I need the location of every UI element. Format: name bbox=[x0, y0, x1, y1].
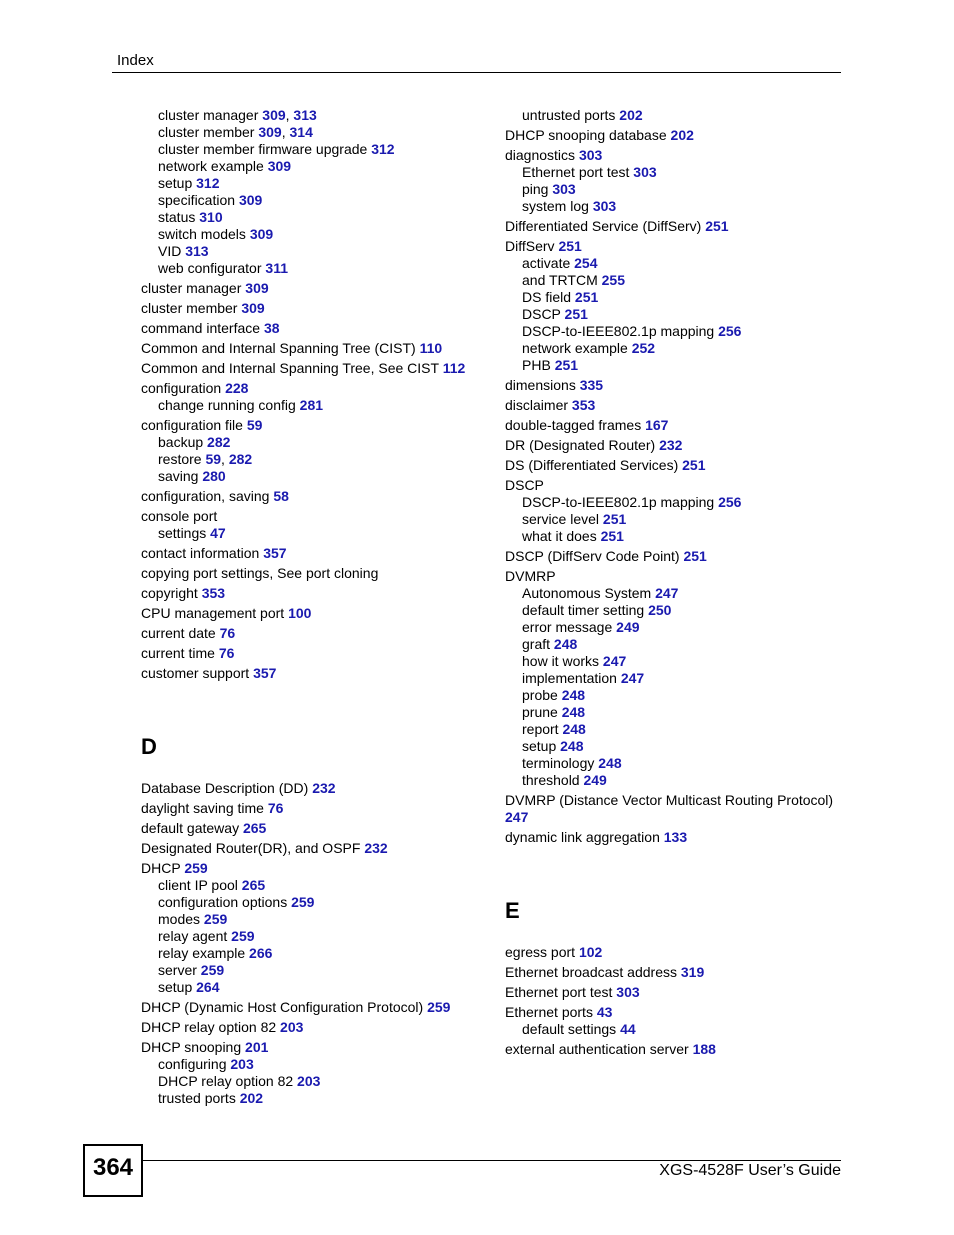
page-reference-link[interactable]: 110 bbox=[419, 340, 443, 356]
index-term: configuration bbox=[141, 380, 222, 396]
index-entry bbox=[505, 127, 845, 144]
index-subentry bbox=[141, 1056, 491, 1073]
page-reference-link[interactable]: 259 bbox=[231, 928, 255, 944]
index-subentry bbox=[141, 1073, 491, 1090]
index-term: dimensions bbox=[505, 377, 576, 393]
page-reference-link[interactable]: 248 bbox=[561, 687, 586, 703]
index-term: setup bbox=[158, 979, 193, 995]
index-entry bbox=[141, 340, 491, 357]
page-reference-link[interactable]: 319 bbox=[680, 964, 705, 980]
index-entry bbox=[141, 605, 491, 622]
index-column-right bbox=[505, 107, 845, 1058]
index-entry bbox=[141, 999, 491, 1016]
index-column-left bbox=[141, 107, 491, 1107]
index-subentry bbox=[505, 670, 845, 687]
index-subentry bbox=[505, 107, 845, 124]
index-subentry bbox=[505, 494, 845, 511]
page-reference-link[interactable]: 251 bbox=[554, 357, 579, 373]
index-term: activate bbox=[522, 255, 571, 271]
index-term: how it works bbox=[522, 653, 600, 669]
page-reference-link[interactable]: 309 bbox=[267, 158, 292, 174]
page-reference-link[interactable]: 251 bbox=[683, 548, 707, 564]
index-subentry bbox=[505, 738, 845, 755]
page-reference-link[interactable]: 353 bbox=[571, 397, 596, 413]
index-subentry: cluster manager 309, 313 bbox=[158, 107, 317, 123]
page-reference-link[interactable]: 312 bbox=[196, 175, 220, 191]
index-term: settings bbox=[158, 525, 207, 541]
index-entry bbox=[141, 565, 491, 582]
index-term: DSCP (DiffServ Code Point) bbox=[505, 548, 680, 564]
page-reference-link[interactable]: 203 bbox=[280, 1019, 304, 1035]
index-term: DSCP-to-IEEE802.1p mapping bbox=[522, 494, 715, 510]
page-reference-link[interactable]: 202 bbox=[670, 127, 694, 143]
index-term: Ethernet port test bbox=[522, 164, 630, 180]
index-subentry bbox=[505, 340, 845, 357]
page-reference-link[interactable]: 266 bbox=[249, 945, 273, 961]
index-term: report bbox=[522, 721, 559, 737]
page-reference-link[interactable]: 247 bbox=[602, 653, 627, 669]
index-entry bbox=[141, 488, 491, 505]
index-term: what it does bbox=[522, 528, 597, 544]
running-header-title: Index bbox=[117, 52, 154, 69]
index-term: Ethernet broadcast address bbox=[505, 964, 677, 980]
page-reference-link[interactable]: 58 bbox=[273, 488, 289, 504]
index-term: setup bbox=[522, 738, 557, 754]
index-entry bbox=[141, 665, 491, 682]
page-reference-link[interactable]: 335 bbox=[579, 377, 604, 393]
index-term: Ethernet port test bbox=[505, 984, 613, 1000]
index-term: current date bbox=[141, 625, 216, 641]
index-subentry bbox=[141, 962, 491, 979]
index-subentry bbox=[141, 468, 491, 485]
index-entry bbox=[141, 508, 491, 525]
page-reference-link[interactable]: 251 bbox=[574, 289, 599, 305]
index-term: configuring bbox=[158, 1056, 227, 1072]
index-subentry bbox=[141, 1090, 491, 1107]
index-term: DS field bbox=[522, 289, 572, 305]
header-rule bbox=[112, 72, 841, 73]
index-subentry bbox=[141, 979, 491, 996]
index-letter-heading: D bbox=[141, 734, 157, 759]
page-reference-link[interactable]: 232 bbox=[312, 780, 336, 796]
index-term: and TRTCM bbox=[522, 272, 598, 288]
index-term: network example bbox=[522, 340, 628, 356]
index-subentry bbox=[505, 653, 845, 670]
index-subentry bbox=[141, 209, 491, 226]
page-reference-link[interactable]: 282 bbox=[228, 451, 253, 467]
index-term: Common and Internal Spanning Tree, See CIST bbox=[141, 360, 439, 376]
page-reference-link[interactable]: 102 bbox=[578, 944, 603, 960]
page-reference-link[interactable]: 254 bbox=[574, 255, 598, 271]
index-term: DHCP (Dynamic Host Configuration Protocol) bbox=[141, 999, 424, 1015]
index-term: error message bbox=[522, 619, 613, 635]
index-term: web configurator bbox=[158, 260, 262, 276]
index-entry bbox=[505, 984, 845, 1001]
page-reference-link[interactable]: 76 bbox=[219, 625, 236, 641]
index-entry bbox=[141, 645, 491, 662]
index-term: egress port bbox=[505, 944, 576, 960]
page-reference-link[interactable]: 255 bbox=[601, 272, 625, 288]
index-entry bbox=[505, 792, 845, 826]
index-term: DSCP bbox=[505, 477, 544, 493]
index-subentry bbox=[141, 141, 491, 158]
index-term: customer support bbox=[141, 665, 250, 681]
index-subentry bbox=[505, 585, 845, 602]
page-reference-link[interactable]: 312 bbox=[371, 141, 395, 157]
index-term: daylight saving time bbox=[141, 800, 264, 816]
index-term: DSCP-to-IEEE802.1p mapping bbox=[522, 323, 715, 339]
index-entry bbox=[505, 944, 845, 961]
index-term: server bbox=[158, 962, 197, 978]
index-subentry bbox=[505, 511, 845, 528]
page-reference-link[interactable]: 256 bbox=[718, 323, 742, 339]
index-term: network example bbox=[158, 158, 264, 174]
page-reference-link[interactable]: 353 bbox=[201, 585, 226, 601]
page-reference-link[interactable]: 228 bbox=[225, 380, 249, 396]
guide-title: XGS-4528F User’s Guide bbox=[659, 1162, 841, 1179]
index-subentry bbox=[141, 911, 491, 928]
index-entry bbox=[505, 964, 845, 981]
page-reference-link[interactable]: 309 bbox=[238, 192, 263, 208]
index-entry bbox=[141, 860, 491, 877]
index-term: configuration, saving bbox=[141, 488, 270, 504]
page-reference-link[interactable]: 59 bbox=[246, 417, 263, 433]
page-reference-link[interactable]: 259 bbox=[291, 894, 315, 910]
index-term: relay agent bbox=[158, 928, 228, 944]
index-term: modes bbox=[158, 911, 201, 927]
page-reference-link[interactable]: 43 bbox=[596, 1004, 613, 1020]
page-reference-link[interactable]: 282 bbox=[207, 434, 231, 450]
page-reference-link[interactable]: 314 bbox=[289, 124, 313, 140]
index-subentry bbox=[505, 755, 845, 772]
index-subentry bbox=[505, 619, 845, 636]
index-subentry bbox=[141, 158, 491, 175]
page-reference-link[interactable]: 202 bbox=[619, 107, 643, 123]
index-entry bbox=[141, 380, 491, 397]
page-reference-link[interactable]: 188 bbox=[692, 1041, 716, 1057]
index-term: switch models bbox=[158, 226, 246, 242]
index-term: DHCP snooping database bbox=[505, 127, 667, 143]
index-term: default timer setting bbox=[522, 602, 645, 618]
index-entry bbox=[505, 1041, 845, 1058]
page-reference-link[interactable]: 252 bbox=[631, 340, 656, 356]
page-reference-link[interactable]: 247 bbox=[505, 809, 529, 825]
index-subentry: cluster member 309, 314 bbox=[158, 124, 313, 140]
page-reference-link[interactable]: 309 bbox=[241, 300, 265, 316]
index-entry bbox=[505, 218, 845, 235]
index-subentry bbox=[505, 772, 845, 789]
index-entry bbox=[141, 417, 491, 434]
page-reference-link[interactable]: 248 bbox=[560, 738, 584, 754]
index-entry bbox=[505, 397, 845, 414]
index-term: threshold bbox=[522, 772, 580, 788]
index-subentry bbox=[505, 272, 845, 289]
page-reference-link[interactable]: 256 bbox=[718, 494, 742, 510]
index-term: command interface bbox=[141, 320, 261, 336]
index-term: implementation bbox=[522, 670, 617, 686]
index-term: cluster member firmware upgrade bbox=[158, 141, 368, 157]
page-number-box bbox=[83, 1144, 143, 1197]
index-term: double-tagged frames bbox=[505, 417, 642, 433]
index-subentry bbox=[141, 434, 491, 451]
page-reference-link[interactable]: 251 bbox=[564, 306, 588, 322]
index-subentry bbox=[505, 255, 845, 272]
index-subentry bbox=[141, 192, 491, 209]
page-reference-link[interactable]: 311 bbox=[265, 260, 288, 276]
index-term: cluster member bbox=[141, 300, 238, 316]
index-term: diagnostics bbox=[505, 147, 576, 163]
index-term: trusted ports bbox=[158, 1090, 236, 1106]
index-entry bbox=[505, 147, 845, 164]
page-reference-link[interactable]: 259 bbox=[203, 911, 228, 927]
page-reference-link[interactable]: 248 bbox=[553, 636, 578, 652]
index-entry bbox=[141, 840, 491, 857]
index-term: Differentiated Service (DiffServ) bbox=[505, 218, 702, 234]
index-term: ping bbox=[522, 181, 549, 197]
index-subentry bbox=[141, 877, 491, 894]
index-subentry bbox=[505, 1021, 845, 1038]
page-reference-link[interactable]: 310 bbox=[199, 209, 223, 225]
index-subentry bbox=[505, 687, 845, 704]
index-subentry bbox=[505, 323, 845, 340]
page-reference-link[interactable]: 313 bbox=[293, 107, 317, 123]
index-subentry bbox=[141, 525, 491, 542]
index-entry bbox=[141, 300, 491, 317]
index-term: saving bbox=[158, 468, 199, 484]
page-reference-link[interactable]: 265 bbox=[242, 820, 267, 836]
index-term: dynamic link aggregation bbox=[505, 829, 660, 845]
index-subentry bbox=[505, 306, 845, 323]
index-term: backup bbox=[158, 434, 204, 450]
index-term: DSCP bbox=[522, 306, 561, 322]
page-reference-link[interactable]: 309 bbox=[249, 226, 274, 242]
index-term: Designated Router(DR), and OSPF bbox=[141, 840, 361, 856]
index-term: PHB bbox=[522, 357, 551, 373]
index-term: restore bbox=[158, 451, 202, 467]
page-reference-link[interactable]: 112 bbox=[442, 360, 466, 376]
page-reference-link[interactable]: 133 bbox=[663, 829, 688, 845]
index-term: client IP pool bbox=[158, 877, 238, 893]
page-reference-link[interactable]: 303 bbox=[592, 198, 617, 214]
index-term: prune bbox=[522, 704, 558, 720]
page-reference-link[interactable]: 38 bbox=[263, 320, 280, 336]
page-reference-link[interactable]: 202 bbox=[239, 1090, 264, 1106]
index-entry bbox=[141, 280, 491, 297]
index-subentry: restore 59, 282 bbox=[158, 451, 253, 467]
index-subentry bbox=[505, 636, 845, 653]
page-reference-link[interactable]: 248 bbox=[598, 755, 622, 771]
index-subentry bbox=[141, 928, 491, 945]
index-term: untrusted ports bbox=[522, 107, 616, 123]
index-term: system log bbox=[522, 198, 589, 214]
page-reference-link[interactable]: 249 bbox=[583, 772, 607, 788]
page-reference-link[interactable]: 249 bbox=[616, 619, 640, 635]
index-term: Database Description (DD) bbox=[141, 780, 309, 796]
index-term: default settings bbox=[522, 1021, 617, 1037]
page-reference-link[interactable]: 100 bbox=[288, 605, 312, 621]
index-term: Ethernet ports bbox=[505, 1004, 593, 1020]
index-term: status bbox=[158, 209, 196, 225]
index-subentry bbox=[505, 164, 845, 181]
index-term: external authentication server bbox=[505, 1041, 689, 1057]
page-reference-link[interactable]: 248 bbox=[562, 721, 586, 737]
index-term: DHCP bbox=[141, 860, 181, 876]
index-subentry bbox=[505, 357, 845, 374]
index-term: DHCP snooping bbox=[141, 1039, 242, 1055]
index-subentry bbox=[141, 894, 491, 911]
index-subentry bbox=[505, 704, 845, 721]
page-reference-link[interactable]: 303 bbox=[633, 164, 657, 180]
index-term: CPU management port bbox=[141, 605, 285, 621]
index-subentry bbox=[505, 181, 845, 198]
page-reference-link[interactable]: 265 bbox=[241, 877, 266, 893]
index-term: current time bbox=[141, 645, 215, 661]
index-term: disclaimer bbox=[505, 397, 569, 413]
index-subentry bbox=[505, 198, 845, 215]
index-term: DHCP relay option 82 bbox=[141, 1019, 277, 1035]
page-reference-link[interactable]: 47 bbox=[210, 525, 226, 541]
index-subentry bbox=[141, 260, 491, 277]
page-reference-link[interactable]: 232 bbox=[659, 437, 683, 453]
index-term: cluster manager bbox=[158, 107, 259, 123]
page-reference-link[interactable]: 251 bbox=[600, 528, 624, 544]
page-number: 364 bbox=[92, 1154, 134, 1181]
index-term: service level bbox=[522, 511, 600, 527]
page-reference-link[interactable]: 248 bbox=[561, 704, 586, 720]
index-term: terminology bbox=[522, 755, 595, 771]
index-term: copying port settings, See port cloning bbox=[141, 565, 379, 581]
footer-rule bbox=[141, 1160, 841, 1161]
page-reference-link[interactable]: 259 bbox=[184, 860, 208, 876]
index-entry bbox=[505, 377, 845, 394]
index-subentry bbox=[141, 243, 491, 260]
index-term: contact information bbox=[141, 545, 260, 561]
index-entry bbox=[141, 545, 491, 562]
page-reference-link[interactable]: 203 bbox=[297, 1073, 321, 1089]
index-entry bbox=[141, 625, 491, 642]
page-reference-link[interactable]: 203 bbox=[230, 1056, 254, 1072]
index-term: VID bbox=[158, 243, 182, 259]
page-reference-link[interactable]: 303 bbox=[616, 984, 640, 1000]
page-reference-link[interactable]: 280 bbox=[202, 468, 226, 484]
index-subentry bbox=[141, 226, 491, 243]
index-entry bbox=[505, 437, 845, 454]
index-subentry bbox=[141, 397, 491, 414]
index-entry bbox=[505, 457, 845, 474]
index-term: default gateway bbox=[141, 820, 240, 836]
page-reference-link[interactable]: 303 bbox=[578, 147, 603, 163]
page-reference-link[interactable]: 259 bbox=[200, 962, 225, 978]
page-reference-link[interactable]: 251 bbox=[682, 457, 706, 473]
index-entry bbox=[505, 568, 845, 585]
index-term: DVMRP bbox=[505, 568, 556, 584]
index-term: specification bbox=[158, 192, 236, 208]
index-term: configuration options bbox=[158, 894, 288, 910]
index-entry bbox=[505, 417, 845, 434]
index-term: relay example bbox=[158, 945, 246, 961]
index-term: copyright bbox=[141, 585, 198, 601]
page-reference-link[interactable]: 303 bbox=[552, 181, 576, 197]
index-entry bbox=[505, 477, 845, 494]
index-entry bbox=[141, 1019, 491, 1036]
index-term: Common and Internal Spanning Tree (CIST) bbox=[141, 340, 416, 356]
index-entry bbox=[141, 780, 491, 797]
index-term: setup bbox=[158, 175, 193, 191]
index-entry bbox=[141, 360, 491, 377]
index-subentry bbox=[505, 721, 845, 738]
index-term: console port bbox=[141, 508, 218, 524]
index-term: probe bbox=[522, 687, 558, 703]
index-entry bbox=[141, 820, 491, 837]
index-term: graft bbox=[522, 636, 551, 652]
index-entry bbox=[141, 1039, 491, 1056]
index-entry bbox=[141, 320, 491, 337]
index-entry bbox=[141, 585, 491, 602]
page-reference-link[interactable]: 251 bbox=[602, 511, 627, 527]
page-reference-link[interactable]: 281 bbox=[299, 397, 324, 413]
page-reference-link[interactable]: 76 bbox=[218, 645, 235, 661]
index-term: DiffServ bbox=[505, 238, 555, 254]
index-entry bbox=[505, 1004, 845, 1021]
page-reference-link[interactable]: 247 bbox=[655, 585, 679, 601]
index-term: DR (Designated Router) bbox=[505, 437, 656, 453]
page-reference-link[interactable]: 313 bbox=[185, 243, 209, 259]
index-term: configuration file bbox=[141, 417, 243, 433]
index-subentry bbox=[141, 175, 491, 192]
page-reference-link[interactable]: 201 bbox=[245, 1039, 269, 1055]
index-subentry bbox=[505, 289, 845, 306]
page-reference-link[interactable]: 251 bbox=[705, 218, 729, 234]
page-reference-link[interactable]: 59 bbox=[205, 451, 222, 467]
page-reference-link[interactable]: 44 bbox=[620, 1021, 636, 1037]
page-reference-link[interactable]: 167 bbox=[645, 417, 669, 433]
index-subentry bbox=[141, 945, 491, 962]
index-term: change running config bbox=[158, 397, 296, 413]
index-term: DS (Differentiated Services) bbox=[505, 457, 679, 473]
index-letter-heading: E bbox=[505, 898, 520, 923]
page-reference-link[interactable]: 247 bbox=[620, 670, 645, 686]
index-entry bbox=[505, 829, 845, 846]
index-term: DHCP relay option 82 bbox=[158, 1073, 294, 1089]
page-reference-link[interactable]: 76 bbox=[267, 800, 284, 816]
index-term: Autonomous System bbox=[522, 585, 652, 601]
index-entry bbox=[505, 548, 845, 565]
index-subentry bbox=[505, 528, 845, 545]
page-reference-link[interactable]: 264 bbox=[196, 979, 220, 995]
page-reference-link[interactable]: 259 bbox=[427, 999, 451, 1015]
page-reference-link[interactable]: 232 bbox=[364, 840, 388, 856]
page-reference-link[interactable]: 251 bbox=[558, 238, 582, 254]
page-reference-link[interactable]: 309 bbox=[262, 107, 286, 123]
index-term: cluster member bbox=[158, 124, 255, 140]
page-reference-link[interactable]: 357 bbox=[253, 665, 277, 681]
page-reference-link[interactable]: 357 bbox=[263, 545, 287, 561]
page-reference-link[interactable]: 309 bbox=[245, 280, 269, 296]
page-reference-link[interactable]: 309 bbox=[258, 124, 282, 140]
index-subentry bbox=[505, 602, 845, 619]
index-entry bbox=[141, 800, 491, 817]
index-term: DVMRP (Distance Vector Multicast Routing Protocol) bbox=[505, 792, 834, 808]
page-reference-link[interactable]: 250 bbox=[648, 602, 672, 618]
index-term: cluster manager bbox=[141, 280, 242, 296]
index-entry bbox=[505, 238, 845, 255]
